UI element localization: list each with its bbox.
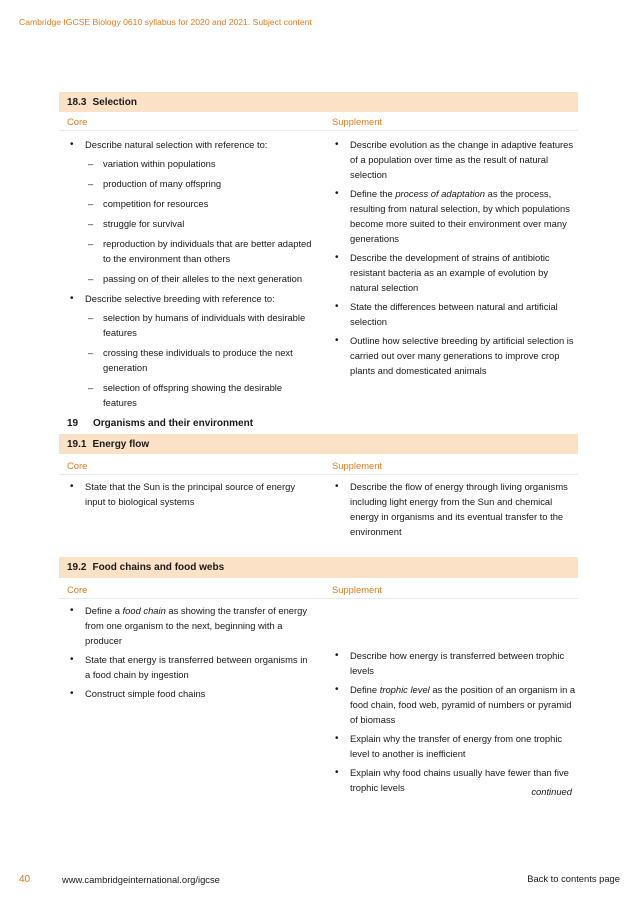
supplement-column-19-2 [332, 648, 576, 799]
divider [59, 474, 578, 475]
list-item: • Describe how energy is transferred between trophic levels [332, 648, 576, 678]
section-number: 19.2 [67, 562, 87, 573]
list-item: • State that energy is transferred between organisms in a food chain by ingestion [67, 652, 315, 682]
continued-note: continued [531, 786, 572, 797]
sub-item: – crossing these individuals to produce the next generation [85, 345, 315, 375]
list-item [67, 291, 315, 410]
running-head: Cambridge IGCSE Biology 0610 syllabus for 2020 and 2021. Subject content [19, 17, 312, 27]
chapter-number: 19 [67, 418, 79, 429]
sub-item: – competition for resources [85, 196, 315, 211]
back-to-contents-link[interactable]: Back to contents page [527, 873, 620, 884]
list-item [67, 137, 315, 286]
divider [59, 598, 578, 599]
sub-item: – passing on of their alleles to the next generation [85, 271, 315, 286]
section-number: 19.1 [67, 438, 87, 450]
sub-item: – variation within populations [85, 156, 315, 171]
list-item: • Define the process of adaptation as the process, resulting from natural selection, by which populations become more suited to their environment over many generations [332, 186, 576, 246]
list-item: • Define trophic level as the position of an organism in a food chain, food web, pyramid of numbers or pyramid of biomass [332, 682, 576, 727]
defined-term: process of adaptation [395, 188, 485, 199]
page-number: 40 [19, 874, 31, 885]
supplement-column-18-3 [332, 137, 576, 382]
divider [59, 130, 578, 131]
footer-url[interactable]: www.cambridgeinternational.org/igcse [62, 874, 220, 885]
core-column-19-2 [67, 603, 315, 705]
list-item: • Define a food chain as showing the transfer of energy from one organism to the next, beginning with a producer [67, 603, 315, 648]
sub-item: – production of many offspring [85, 176, 315, 191]
list-item: • Outline how selective breeding by artificial selection is carried out over many generations to improve crop plants and domesticated animals [332, 333, 576, 378]
list-item: • Construct simple food chains [67, 686, 315, 701]
list-item: • State the differences between natural and artificial selection [332, 299, 576, 329]
list-item: • Explain why the transfer of energy from one trophic level to another is inefficient [332, 731, 576, 761]
sub-item: – selection of offspring showing the desirable features [85, 380, 315, 410]
core-column-19-1 [67, 479, 315, 513]
sub-item: – reproduction by individuals that are better adapted to the environment than others [85, 236, 315, 266]
section-title: Selection [92, 96, 137, 108]
section-title: Food chains and food webs [92, 562, 225, 573]
list-item: • Describe the flow of energy through living organisms including light energy from the Sun and chemical energy in organisms and its eventual transfer to the environment [332, 479, 576, 539]
supplement-label: Supplement [332, 116, 383, 127]
core-column-18-3 [67, 137, 315, 415]
bullet-text: Describe selective breeding with reference to: [85, 293, 275, 304]
supplement-label: Supplement [332, 584, 383, 595]
chapter-title: Organisms and their environment [93, 418, 254, 429]
list-item: • Describe the development of strains of antibiotic resistant bacteria as an example of evolution by natural selection [332, 250, 576, 295]
core-label: Core [67, 116, 88, 127]
section-number: 18.3 [67, 96, 87, 108]
sub-item: – selection by humans of individuals with desirable features [85, 310, 315, 340]
supplement-label: Supplement [332, 460, 383, 471]
chapter-heading-19 [67, 418, 253, 429]
supplement-column-19-1 [332, 479, 576, 543]
section-bar-19-2 [59, 557, 578, 578]
section-bar-19-1 [59, 434, 578, 454]
list-item: • Explain why food chains usually have fewer than five trophic levels [332, 765, 576, 795]
core-label: Core [67, 584, 88, 595]
section-title: Energy flow [92, 438, 150, 450]
defined-term: food chain [122, 605, 166, 616]
defined-term: trophic level [379, 684, 430, 695]
sub-item: – struggle for survival [85, 216, 315, 231]
list-item: • Describe evolution as the change in adaptive features of a population over time as the result of natural selection [332, 137, 576, 182]
section-bar-18-3 [59, 92, 578, 112]
bullet-text: Describe natural selection with reference to: [85, 139, 268, 150]
core-label: Core [67, 460, 88, 471]
list-item: • State that the Sun is the principal source of energy input to biological systems [67, 479, 315, 509]
